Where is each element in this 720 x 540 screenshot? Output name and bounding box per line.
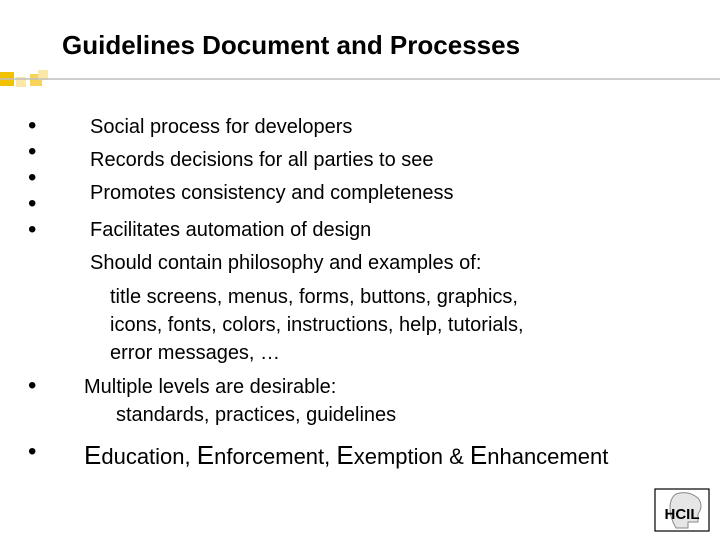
levels-sub-text: standards, practices, guidelines — [116, 404, 397, 426]
bullet-dot: • — [28, 190, 37, 217]
e-capital: E — [84, 440, 102, 470]
e-capital: E — [196, 440, 215, 470]
four-e-line — [84, 440, 608, 471]
bullet-dot: • — [28, 438, 37, 465]
bullet-dot: • — [28, 216, 37, 243]
examples-line: error messages, … — [110, 342, 281, 364]
e-word-rest: xemption & — [353, 444, 470, 469]
e-capital: E — [469, 440, 488, 470]
e-word-rest: nhancement — [487, 444, 609, 469]
bullet-text: Records decisions for all parties to see — [90, 149, 434, 171]
bullet-dot: • — [28, 112, 37, 139]
e-word-rest: ducation, — [101, 444, 197, 469]
e-word-rest: nforcement, — [214, 444, 337, 469]
bullet-text: Social process for developers — [90, 116, 353, 138]
logo-text: HCIL — [664, 506, 700, 523]
bullet-text: Promotes consistency and completeness — [90, 182, 454, 204]
bullet-dot: • — [28, 138, 37, 165]
hcil-logo — [654, 488, 710, 532]
bullet-dot: • — [28, 164, 37, 191]
examples-line: title screens, menus, forms, buttons, graphics, — [110, 286, 518, 308]
e-capital: E — [336, 440, 354, 470]
bullet-dot: • — [28, 372, 37, 399]
bullet-text: Should contain philosophy and examples of: — [90, 252, 482, 274]
slide-title: Guidelines Document and Processes — [62, 30, 521, 60]
title-rule-decoration — [0, 68, 720, 90]
bullet-text: Facilitates automation of design — [90, 219, 372, 241]
levels-text: Multiple levels are desirable: — [84, 376, 337, 398]
examples-line: icons, fonts, colors, instructions, help, tutorials, — [110, 314, 524, 336]
